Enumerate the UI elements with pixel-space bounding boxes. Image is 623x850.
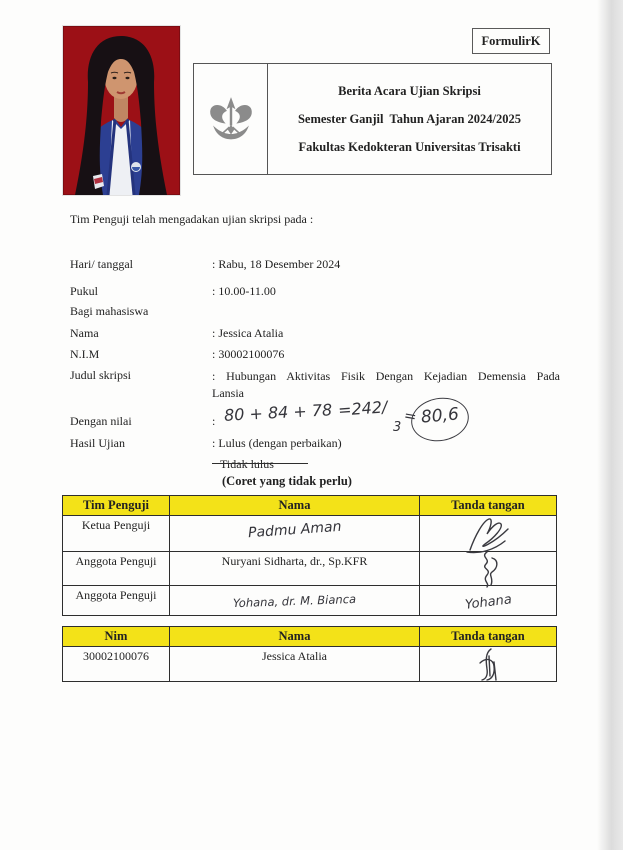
mahasiswa-header-row: [63, 627, 557, 647]
hari-value: : Rabu, 18 Desember 2024: [212, 257, 341, 271]
intro-text: Tim Penguji telah mengadakan ujian skripsi pada :: [70, 212, 314, 226]
nilai-colon: :: [212, 414, 216, 428]
signature-anggota2-text: Yohana: [463, 592, 513, 613]
header-title-line1: Berita Acara Ujian Skripsi: [338, 83, 481, 98]
mahasiswa-header-nama: Nama: [170, 627, 420, 647]
signature-ketua-cell: [420, 516, 557, 552]
header-title-line3: Fakultas Kedokteran Universitas Trisakti: [298, 139, 521, 154]
mahasiswa-header-nim: Nim: [63, 627, 170, 647]
tidak-lulus-text: [220, 457, 274, 472]
pukul-value: : 10.00-11.00: [212, 284, 276, 298]
signature-anggota1-cell: [420, 552, 557, 586]
mahasiswa-header-ttd: Tanda tangan: [420, 627, 557, 647]
judul-label: Judul skripsi: [70, 368, 132, 382]
table-row: [63, 516, 557, 552]
mahasiswa-nama: Jessica Atalia: [170, 647, 420, 682]
table-row: [63, 647, 557, 682]
trisakti-logo-icon: [205, 93, 257, 145]
judul-value: : Hubungan Aktivitas Fisik Dengan Kejadian Demensia Pada Lansia: [212, 369, 560, 400]
form-header-box: [193, 63, 552, 175]
handwritten-nilai-expression: 80 + 84 + 78: [223, 400, 333, 425]
signature-anggota1: [473, 549, 503, 589]
table-row: [63, 586, 557, 616]
hasil-label: Hasil Ujian: [70, 436, 125, 450]
bagi-label: Bagi mahasiswa: [70, 304, 149, 318]
scan-edge-shadow: [597, 0, 623, 850]
header-title-block: [268, 64, 551, 174]
nama-label: Nama: [70, 326, 99, 340]
portrait-image: [63, 26, 180, 195]
penguji-table: [62, 495, 557, 616]
hari-label: Hari/ tanggal: [70, 257, 133, 271]
penguji-header-ttd: Tanda tangan: [420, 496, 557, 516]
penguji-role-1: Ketua Penguji: [63, 516, 170, 552]
mahasiswa-table: [62, 626, 557, 682]
form-code-label: FormulirK: [481, 33, 541, 48]
penguji-nama-2: Nuryani Sidharta, dr., Sp.KFR: [170, 552, 420, 586]
handwritten-name-anggota2: Yohana, dr. M. Bianca: [232, 591, 357, 611]
penguji-nama-1: [170, 516, 420, 552]
strike-through-line: [212, 463, 308, 464]
logo-cell: [194, 64, 268, 174]
nim-label: N.I.M: [70, 347, 100, 361]
header-title-line2: Semester Ganjil Tahun Ajaran 2024/2025: [297, 111, 522, 126]
signature-anggota2-cell: [420, 586, 557, 616]
mahasiswa-nim: 30002100076: [63, 647, 170, 682]
penguji-role-3: Anggota Penguji: [63, 586, 170, 616]
coret-note: (Coret yang tidak perlu): [222, 474, 352, 488]
penguji-nama-3: [170, 586, 420, 616]
signature-mahasiswa: [473, 646, 503, 682]
form-code-box: [472, 28, 550, 54]
pukul-label: Pukul: [70, 284, 99, 298]
handwritten-nilai-result: 80,6: [420, 404, 460, 428]
handwritten-name-ketua: Padmu Aman: [247, 518, 342, 542]
table-row: [63, 552, 557, 586]
signature-ketua: [462, 514, 514, 554]
penguji-header-nama: Nama: [170, 496, 420, 516]
penguji-header-row: [63, 496, 557, 516]
handwritten-nilai-equals2: =: [402, 406, 419, 426]
nama-value: : Jessica Atalia: [212, 326, 284, 340]
handwritten-nilai-equals: =242/: [337, 397, 388, 420]
hasil-value: : Lulus (dengan perbaikan): [212, 436, 342, 450]
signature-mahasiswa-cell: [420, 647, 557, 682]
nilai-label: Dengan nilai: [70, 414, 132, 428]
student-photo: [63, 26, 180, 195]
penguji-header-role: Tim Penguji: [63, 496, 170, 516]
handwritten-nilai-divisor: 3: [393, 420, 402, 435]
penguji-role-2: Anggota Penguji: [63, 552, 170, 586]
nim-value: : 30002100076: [212, 347, 285, 361]
